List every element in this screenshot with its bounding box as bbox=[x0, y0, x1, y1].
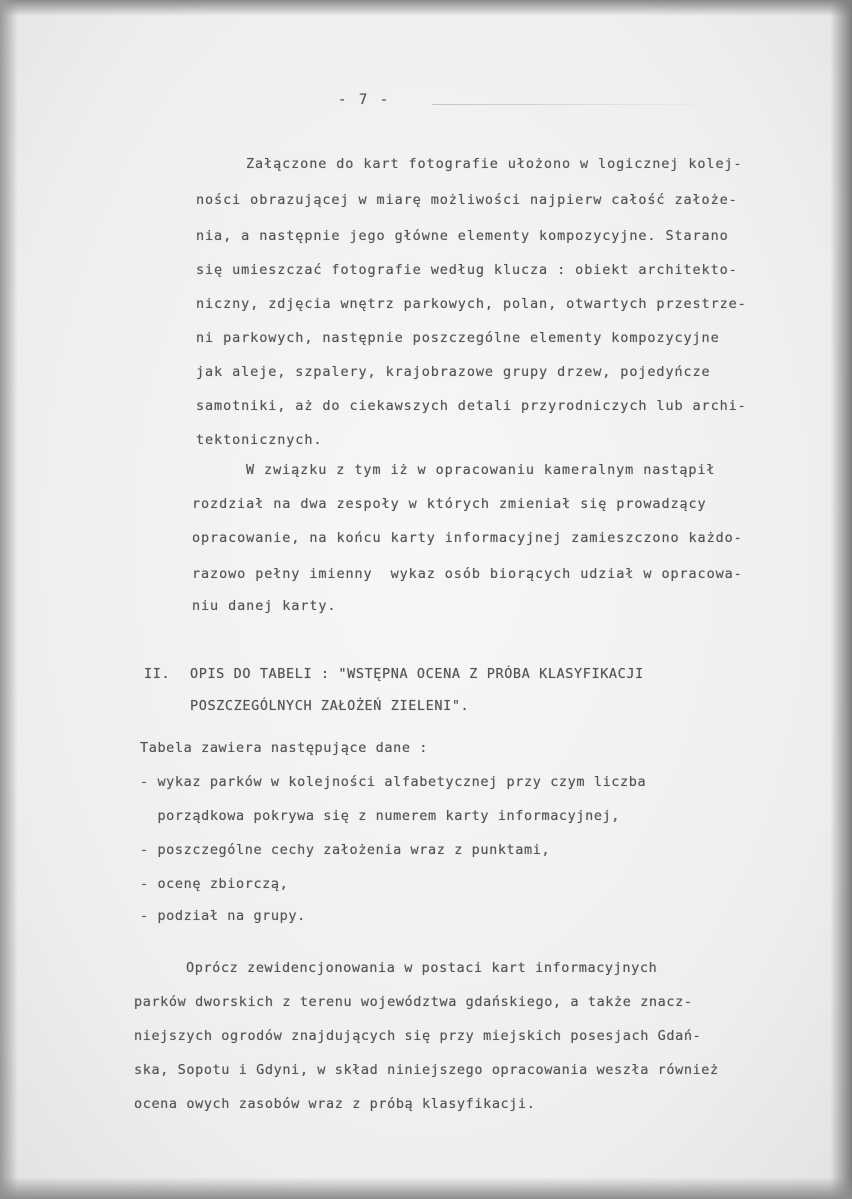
section-number: II. bbox=[144, 666, 171, 682]
page-header-rule bbox=[432, 104, 722, 105]
paragraph-1-line: ności obrazującej w miarę możliwości najpierw całość założe- bbox=[196, 192, 738, 208]
list-item: porządkowa pokrywa się z numerem karty informacyjnej, bbox=[140, 808, 621, 824]
paragraph-1-line: Załączone do kart fotografie ułożono w logicznej kolej- bbox=[246, 156, 743, 172]
scan-edge-top bbox=[0, 0, 852, 16]
list-item: - wykaz parków w kolejności alfabetycznej przy czym liczba bbox=[140, 774, 647, 790]
paragraph-1-line: tektonicznych. bbox=[196, 432, 323, 448]
paragraph-2-line: W związku z tym iż w opracowaniu kameralnym nastąpił bbox=[246, 462, 716, 478]
scan-edge-left bbox=[0, 0, 18, 1199]
section-heading-line: POSZCZEGÓLNYCH ZAŁOŻEŃ ZIELENI". bbox=[190, 698, 470, 714]
section-heading-line: OPIS DO TABELI : "WSTĘPNA OCENA Z PRÓBA KLASYFIKACJI bbox=[190, 666, 644, 682]
paragraph-3-line: ska, Sopotu i Gdyni, w skład niniejszego opracowania weszła również bbox=[134, 1062, 719, 1078]
paragraph-3-line: parków dworskich z terenu województwa gdańskiego, a także znacz- bbox=[134, 994, 693, 1010]
scan-edge-bottom bbox=[0, 1177, 852, 1199]
paragraph-2-line: razowo pełny imienny wykaz osób biorących udział w opracowa- bbox=[192, 566, 743, 582]
paragraph-1-line: ni parkowych, następnie poszczególne elementy kompozycyjne bbox=[196, 330, 720, 346]
paragraph-2-line: niu danej karty. bbox=[192, 598, 337, 614]
scan-edge-right bbox=[830, 0, 852, 1199]
paragraph-1-line: jak aleje, szpalery, krajobrazowe grupy drzew, pojedyńcze bbox=[196, 364, 711, 380]
list-intro: Tabela zawiera następujące dane : bbox=[140, 740, 429, 756]
paragraph-1-line: się umieszczać fotografie według klucza : obiekt architekto- bbox=[196, 262, 738, 278]
paragraph-3-line: Oprócz zewidencjonowania w postaci kart informacyjnych bbox=[186, 960, 658, 976]
paragraph-1-line: niczny, zdjęcia wnętrz parkowych, polan, otwartych przestrze- bbox=[196, 296, 747, 312]
list-item: - poszczególne cechy założenia wraz z punktami, bbox=[140, 842, 551, 858]
list-item: - ocenę zbiorczą, bbox=[140, 876, 289, 892]
paragraph-2-line: rozdział na dwa zespoły w których zmieniał się prowadzący bbox=[192, 496, 707, 512]
paragraph-3-line: ocena owych zasobów wraz z próbą klasyfikacji. bbox=[134, 1096, 536, 1112]
paragraph-1-line: nia, a następnie jego główne elementy kompozycyjne. Starano bbox=[196, 228, 729, 244]
paragraph-1-line: samotniki, aż do ciekawszych detali przyrodniczych lub archi- bbox=[196, 398, 747, 414]
paragraph-2-line: opracowanie, na końcu karty informacyjnej zamieszczono każdo- bbox=[192, 530, 743, 546]
paragraph-3-line: niejszych ogrodów znajdujących się przy miejskich posesjach Gdań- bbox=[134, 1028, 702, 1044]
list-item: - podział na grupy. bbox=[140, 908, 306, 924]
page-number: - 7 - bbox=[338, 92, 391, 108]
